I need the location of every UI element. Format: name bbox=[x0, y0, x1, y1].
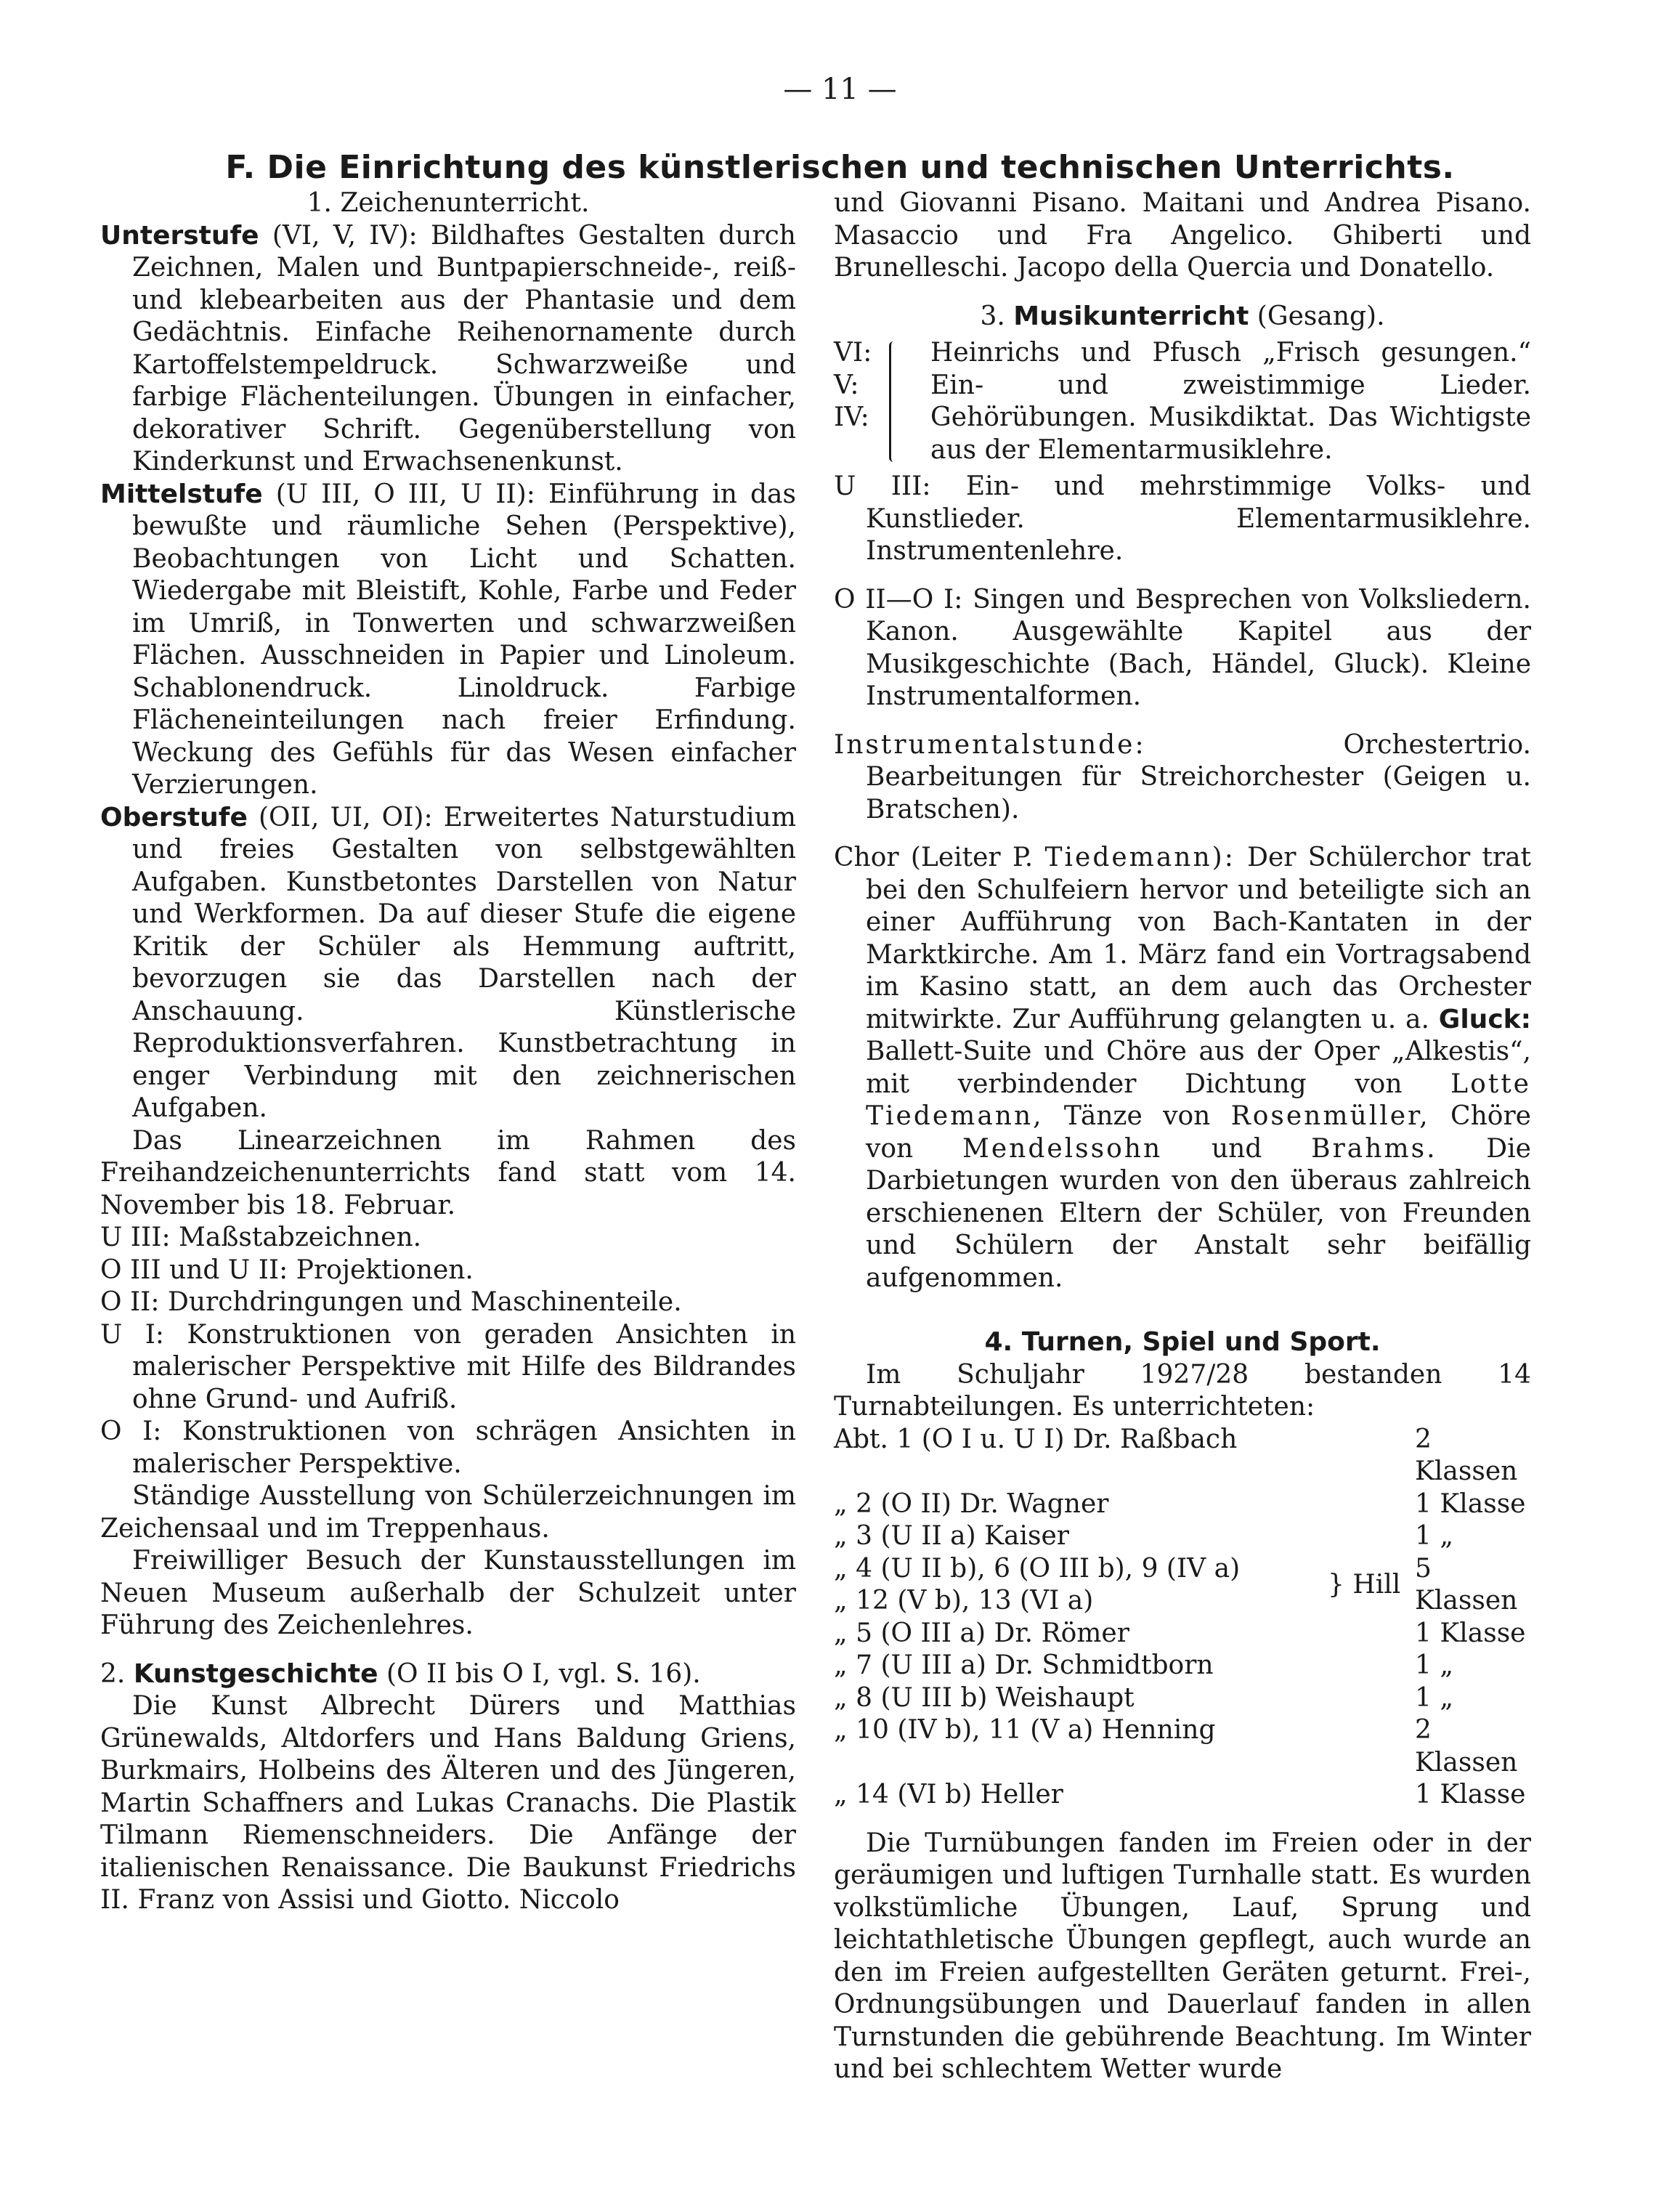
section-3-title: Musikunterricht bbox=[1013, 301, 1249, 331]
turn-row-count: 1 „ bbox=[1415, 1650, 1453, 1680]
music-lower-grades bbox=[834, 337, 1531, 466]
turn-row-teacher: „ 5 (O III a) Dr. Römer bbox=[834, 1618, 1129, 1648]
hill-count: 5 Klassen bbox=[1415, 1553, 1518, 1616]
turn-row-count: 1 Klasse bbox=[1415, 1488, 1526, 1519]
turn-row-teacher: „ 3 (U II a) Kaiser bbox=[834, 1521, 1069, 1551]
turn-row bbox=[834, 1618, 1531, 1650]
hill-group-line: „ 12 (V b), 13 (VI a) bbox=[834, 1586, 1094, 1616]
music-grade-label: V: bbox=[834, 370, 859, 400]
left-column bbox=[100, 187, 796, 1917]
oberstufe-text: (OII, UI, OI): Erweitertes Naturstudium und freies Gestalten von selbstgewählten Aufgaben. Kunstbetontes Darstellen von Natur und Werkformen. Da auf dieser Stufe die eigene Kritik der Schüler als Hemmung auftritt, bevorzugen sie das Darstellen nach der Anschauung. Künstlerische Reproduktionsverfahren. Kunstbetrachtung in enger Verbindung mit den zeichnerischen Aufgaben. bbox=[132, 802, 796, 1123]
composer-mendelssohn: Mendelssohn bbox=[962, 1133, 1163, 1164]
section-2-heading bbox=[100, 1658, 796, 1691]
instrumentalstunde-label: Instrumentalstunde: bbox=[834, 729, 1146, 760]
turn-table bbox=[834, 1424, 1531, 1812]
turn-row-teacher: „ 7 (U III a) Dr. Schmidtborn bbox=[834, 1650, 1214, 1680]
chor-text-1: Der Schülerchor trat bei den Schulfeiern hervor und beteiligte sich an einer Aufführung von Bach-Kantaten in der Marktkirche. Am 1. März fand ein Vortragsabend im Kasino statt, an dem auch das Orchester mitwirkte. Zur Aufführung gelangten u. a. bbox=[866, 843, 1531, 1034]
section-1-title: 1. Zeichenunterricht. bbox=[307, 188, 590, 218]
unterstufe-text: (VI, V, IV): Bildhaftes Gestalten durch Zeichnen, Malen und Buntpapierschneide-, reiß- und klebearbeiten aus der Phantasie und dem Gedächtnis. Einfache Reihenornamente durch Kartoffelstempeldruck. Schwarzweiße und farbige Flächenteilungen. Übungen in einfacher, dekorativer Schrift. Gegenüberstellung von Kinderkunst und Erwachsenenkunst. bbox=[132, 220, 796, 477]
composer-brahms: Brahms. bbox=[1311, 1133, 1437, 1164]
turn-row-teacher: „ 14 (VI b) Heller bbox=[834, 1780, 1063, 1809]
instrumentalstunde-text: Orchestertrio. Bearbeitungen für Streichorchester (Geigen u. Bratschen). bbox=[866, 729, 1531, 824]
chor-und: und bbox=[1211, 1133, 1262, 1164]
turn-row-count: 1 „ bbox=[1415, 1521, 1453, 1551]
turn-row bbox=[834, 1714, 1531, 1779]
turn-row-count: 1 Klasse bbox=[1415, 1780, 1526, 1809]
music-grade-label: VI: bbox=[834, 338, 872, 368]
kunstgeschichte-paragraph: Die Kunst Albrecht Dürers und Matthias Grünewalds, Altdorfers und Hans Baldung Griens, Burkmairs, Holbeins des Älteren und des Jüngeren, Martin Schaffners and Lukas Cranachs. Die Plastik Tilmann Riemenschneiders. Die Anfänge der italienischen Renaissance. Die Baukunst Friedrichs II. Franz von Assisi und Giotto. Niccolo bbox=[100, 1691, 796, 1915]
music-oii-oi-paragraph: O II—O I: Singen und Besprechen von Volksliedern. Kanon. Ausgewählte Kapitel aus der Musikgeschichte (Bach, Händel, Gluck). Kleine Instrumentalformen. bbox=[834, 584, 1531, 711]
brace-icon bbox=[889, 341, 920, 462]
turn-row bbox=[834, 1779, 1531, 1812]
turn-row bbox=[834, 1650, 1531, 1682]
music-grade-labels bbox=[834, 337, 885, 466]
turn-row-count: 2 Klassen bbox=[1415, 1715, 1518, 1778]
turn-row-teacher: „ 10 (IV b), 11 (V a) Henning bbox=[834, 1715, 1216, 1745]
turn-row-teacher: „ 2 (O II) Dr. Wagner bbox=[834, 1488, 1109, 1519]
turn-row-count: 1 „ bbox=[1415, 1682, 1453, 1713]
chor-text-4: Chöre von bbox=[866, 1101, 1531, 1164]
section-2-number: 2. bbox=[100, 1658, 126, 1689]
turn-row-hill bbox=[834, 1553, 1531, 1618]
author-lotte-tiedemann: Lotte Tiedemann, bbox=[866, 1069, 1531, 1131]
chor-text-2: Ballett-Suite und Chöre aus der Oper „Alkestis“, mit verbindender Dichtung von bbox=[866, 1037, 1531, 1099]
ui-paragraph: U I: Konstruktionen von geraden Ansichten in malerischer Perspektive mit Hilfe des Bildrandes ohne Grund- und Aufriß. bbox=[100, 1319, 796, 1414]
chor-leader-name: Tiedemann): bbox=[1044, 843, 1235, 872]
oberstufe-label: Oberstufe bbox=[100, 802, 248, 832]
mittelstufe-paragraph bbox=[100, 479, 796, 802]
oi-paragraph: O I: Konstruktionen von schrägen Ansichten in malerischer Perspektive. bbox=[100, 1416, 796, 1479]
section-3-number: 3. bbox=[980, 301, 1005, 331]
chor-leiter: (Leiter P. bbox=[910, 843, 1034, 872]
chor-text-5: Die Darbietungen wurden von den überaus zahlreich erschienenen Eltern der Schüler, von Freunden und Schülern der Anstalt sehr beifällig aufgenommen. bbox=[866, 1133, 1531, 1293]
turn-paragraph: Die Turnübungen fanden im Freien oder in der geräumigen und luftigen Turnhalle statt. Es wurden volkstümliche Übungen, Lauf, Sprung und leichtathletische Übungen gepflegt, auch wurde an den im Freien aufgestellten Geräten geturnt. Frei-, Ordnungsübungen und Dauerlauf fanden in allen Turnstunden die gebührende Beachtung. Im Winter und bei schlechtem Wetter wurde bbox=[834, 1828, 1531, 2084]
right-column bbox=[834, 187, 1531, 2086]
turn-row-count: 2 Klassen bbox=[1415, 1424, 1518, 1486]
section-3-sub: (Gesang). bbox=[1257, 301, 1385, 331]
composer-gluck: Gluck: bbox=[1438, 1004, 1531, 1034]
section-2-title: Kunstgeschichte bbox=[133, 1658, 378, 1689]
composer-rosenmueller: Rosenmüller, bbox=[1230, 1101, 1430, 1131]
music-uiii-paragraph: U III: Ein- und mehrstimmige Volks- und Kunstlieder. Elementarmusiklehre. Instrumentenlehre. bbox=[834, 471, 1531, 566]
instrumentalstunde-paragraph bbox=[834, 729, 1531, 827]
ausstellung-paragraph: Ständige Ausstellung von Schülerzeichnungen im Zeichensaal und im Treppenhaus. bbox=[100, 1481, 796, 1544]
turn-row bbox=[834, 1682, 1531, 1715]
turn-row bbox=[834, 1424, 1531, 1488]
turn-row bbox=[834, 1520, 1531, 1553]
turn-row-count: 1 Klasse bbox=[1415, 1618, 1526, 1648]
unterstufe-label: Unterstufe bbox=[100, 220, 259, 251]
turn-row bbox=[834, 1488, 1531, 1521]
kunstgeschichte-continued: und Giovanni Pisano. Maitani und Andrea Pisano. Masaccio und Fra Angelico. Ghiberti und Brunelleschi. Jacopo della Quercia und Donatello. bbox=[834, 188, 1531, 283]
mittelstufe-text: (U III, O III, U II): Einführung in das bewußte und räumliche Sehen (Perspektive), Beobachtungen von Licht und Schatten. Wiedergabe mit Bleistift, Kohle, Farbe und Feder im Umriß, in Tonwerten und schwarzweißen Flächen. Ausschneiden in Papier und Linoleum. Schablonendruck. Linoldruck. Farbige Flächeneinteilungen nach freier Erfindung. Weckung des Gefühls für das Wesen einfacher Verzierungen. bbox=[132, 479, 796, 800]
section-2-range: (O II bis O I, vgl. S. 16). bbox=[386, 1658, 701, 1689]
uiii-line: U III: Maßstabzeichnen. bbox=[100, 1223, 422, 1252]
turn-row-teacher: „ 8 (U III b) Weishaupt bbox=[834, 1682, 1135, 1713]
unterstufe-paragraph bbox=[100, 220, 796, 479]
oiii-uii-line: O III und U II: Projektionen. bbox=[100, 1254, 474, 1285]
besuch-paragraph: Freiwilliger Besuch der Kunstausstellungen im Neuen Museum außerhalb der Schulzeit unter Führung des Zeichenlehres. bbox=[100, 1546, 796, 1640]
hill-teacher: } Hill bbox=[1328, 1569, 1401, 1600]
linearzeichnen-paragraph: Das Linearzeichnen im Rahmen des Freihandzeichenunterrichts fand statt vom 14. November bis 18. Februar. bbox=[100, 1125, 796, 1220]
hill-groups bbox=[834, 1553, 1328, 1618]
oberstufe-paragraph bbox=[100, 802, 796, 1125]
chor-paragraph bbox=[834, 842, 1531, 1294]
chor-text-3: Tänze von bbox=[1063, 1101, 1211, 1131]
section-4-title: 4. Turnen, Spiel und Sport. bbox=[984, 1327, 1381, 1357]
section-3-heading bbox=[834, 301, 1531, 333]
chor-label: Chor bbox=[834, 843, 899, 872]
page-number: — 11 — bbox=[783, 73, 897, 106]
turn-intro: Im Schuljahr 1927/28 bestanden 14 Turnabteilungen. Es unterrichteten: bbox=[834, 1359, 1531, 1422]
oii-line: O II: Durchdringungen und Maschinenteile. bbox=[100, 1287, 682, 1317]
hill-group-line: „ 4 (U II b), 6 (O III b), 9 (IV a) bbox=[834, 1553, 1241, 1584]
main-heading: F. Die Einrichtung des künstlerischen und technischen Unterrichts. bbox=[225, 149, 1455, 186]
music-grade-label: IV: bbox=[834, 402, 869, 432]
mittelstufe-label: Mittelstufe bbox=[100, 479, 263, 509]
turn-row-teacher: Abt. 1 (O I u. U I) Dr. Raßbach bbox=[834, 1424, 1238, 1454]
music-lower-text: Heinrichs und Pfusch „Frisch gesungen.“ Ein- und zweistimmige Lieder. Gehörübungen. Musikdiktat. Das Wichtigste aus der Elementarmusiklehre. bbox=[930, 338, 1531, 465]
